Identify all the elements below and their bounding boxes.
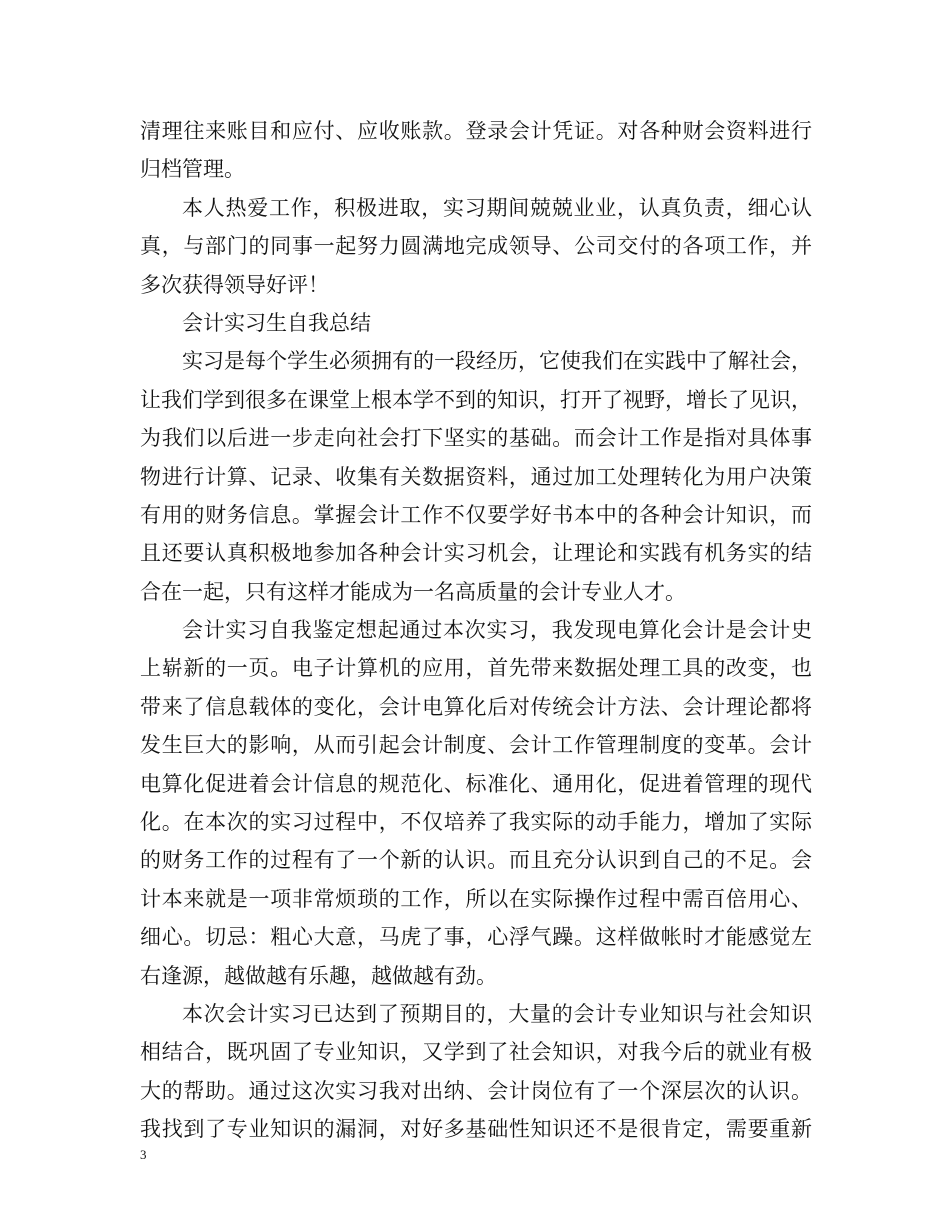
- text-line: 清理往来账目和应付、应收账款。登录会计凭证。对各种财会资料进行: [140, 119, 812, 143]
- text-line: 且还要认真积极地参加各种会计实习机会，让理论和实践有机务实的结: [140, 541, 812, 566]
- text-line: 物进行计算、记录、收集有关数据资料，通过加工处理转化为用户决策: [140, 464, 812, 489]
- page-number: 3: [140, 1147, 147, 1162]
- text-line: 发生巨大的影响，从而引起会计制度、会计工作管理制度的变革。会计: [140, 733, 812, 758]
- text-line: 为我们以后进一步走向社会打下坚实的基础。而会计工作是指对具体事: [140, 426, 812, 451]
- text-line: 会计实习生自我总结: [182, 310, 371, 335]
- text-line: 实习是每个学生必须拥有的一段经历，它使我们在实践中了解社会，: [182, 349, 812, 374]
- text-line: 细心。切忌：粗心大意，马虎了事，心浮气躁。这样做帐时才能感觉左: [140, 925, 812, 950]
- text-line: 计本来就是一项非常烦琐的工作，所以在实际操作过程中需百倍用心、: [140, 886, 812, 911]
- text-line: 相结合，既巩固了专业知识，又学到了社会知识，对我今后的就业有极: [140, 1040, 812, 1065]
- text-line: 本次会计实习已达到了预期目的，大量的会计专业知识与社会知识: [182, 1001, 812, 1026]
- text-line: 归档管理。: [140, 157, 245, 182]
- text-line: 让我们学到很多在课堂上根本学不到的知识，打开了视野，增长了见识，: [140, 387, 812, 412]
- text-line: 的财务工作的过程有了一个新的认识。而且充分认识到自己的不足。会: [140, 848, 812, 873]
- text-line: 多次获得领导好评！: [140, 272, 329, 297]
- text-line: 我找到了专业知识的漏洞，对好多基础性知识还不是很肯定，需要重新: [140, 1117, 812, 1142]
- text-line: 电算化促进着会计信息的规范化、标准化、通用化，促进着管理的现代: [140, 771, 812, 796]
- text-line: 本人热爱工作，积极进取，实习期间兢兢业业，认真负责，细心认: [182, 195, 812, 220]
- text-line: 真，与部门的同事一起努力圆满地完成领导、公司交付的各项工作，并: [140, 234, 812, 259]
- text-line: 上崭新的一页。电子计算机的应用，首先带来数据处理工具的改变，也: [140, 656, 812, 681]
- text-line: 大的帮助。通过这次实习我对出纳、会计岗位有了一个深层次的认识。: [140, 1078, 812, 1103]
- text-line: 右逢源，越做越有乐趣，越做越有劲。: [140, 963, 497, 988]
- text-line: 带来了信息载体的变化，会计电算化后对传统会计方法、会计理论都将: [140, 694, 812, 719]
- text-line: 合在一起，只有这样才能成为一名高质量的会计专业人才。: [140, 579, 686, 604]
- text-line: 会计实习自我鉴定想起通过本次实习，我发现电算化会计是会计史: [182, 618, 812, 643]
- text-line: 有用的财务信息。掌握会计工作不仅要学好书本中的各种会计知识，而: [140, 502, 812, 527]
- text-line: 化。在本次的实习过程中，不仅培养了我实际的动手能力，增加了实际: [140, 810, 812, 835]
- document-body: [140, 112, 812, 1149]
